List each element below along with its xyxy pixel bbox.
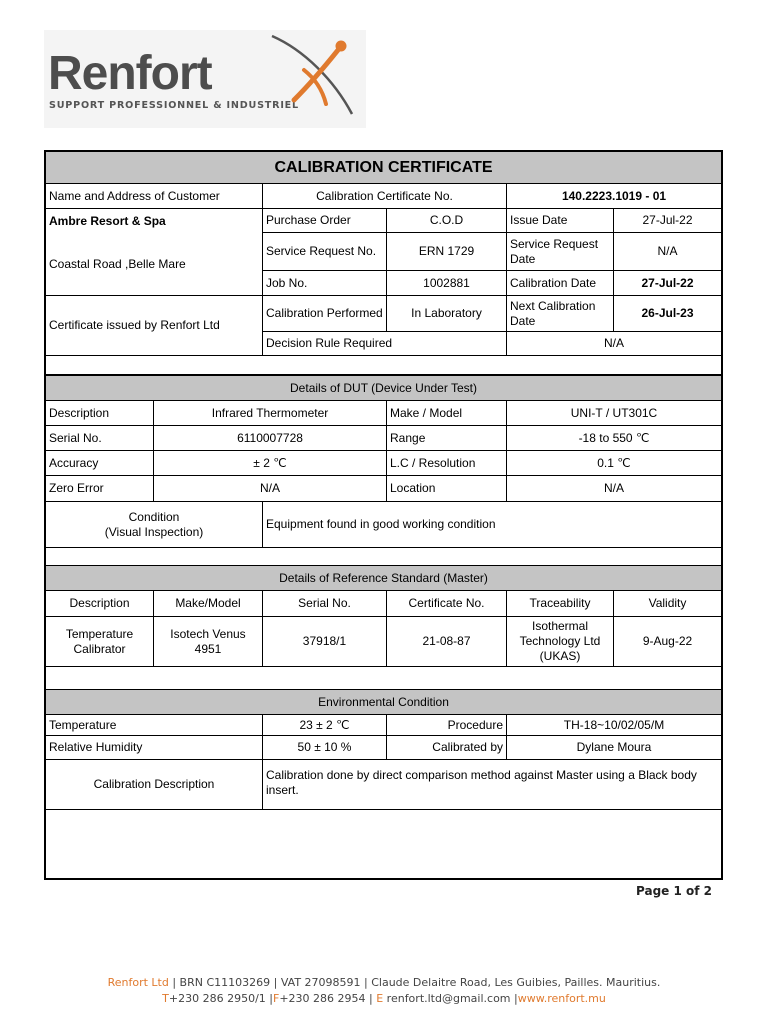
spacer-row	[46, 548, 721, 566]
footer-website[interactable]: www.renfort.mu	[517, 992, 606, 1005]
dut-description-label: Description	[46, 401, 154, 426]
dut-serial-value: 6110007728	[154, 426, 387, 451]
dut-range-value: -18 to 550 ℃	[507, 426, 721, 451]
dut-zero-error-value: N/A	[154, 476, 387, 502]
service-request-date-label: Service Request Date	[507, 233, 614, 271]
ref-traceability-line2: Technology Ltd	[519, 634, 601, 648]
service-request-value: ERN 1729	[387, 233, 507, 271]
ref-make-model-line2: 4951	[194, 641, 222, 656]
calibration-description-value: Calibration done by direct comparison method against Master using a Black body insert.	[263, 760, 721, 810]
dut-make-model-label: Make / Model	[387, 401, 507, 426]
ref-certificate: 21-08-87	[387, 617, 507, 667]
ref-col-certificate: Certificate No.	[387, 591, 507, 617]
job-no-label: Job No.	[263, 271, 387, 296]
service-request-date-value: N/A	[614, 233, 721, 271]
dut-zero-error-label: Zero Error	[46, 476, 154, 502]
logo-wordmark: Renfort	[48, 47, 212, 100]
customer-address: Coastal Road ,Belle Mare	[46, 233, 263, 296]
reference-header: Details of Reference Standard (Master)	[46, 566, 721, 591]
ref-description-line1: Temperature	[65, 626, 134, 641]
calibration-date-label: Calibration Date	[507, 271, 614, 296]
logo-tagline: SUPPORT PROFESSIONNEL & INDUSTRIEL	[49, 100, 299, 111]
footer-line-1	[0, 976, 768, 989]
env-procedure-label: Procedure	[387, 715, 507, 736]
condition-label-line2: (Visual Inspection)	[104, 524, 204, 539]
cert-no-label: Calibration Certificate No.	[263, 184, 507, 209]
dut-resolution-value: 0.1 ℃	[507, 451, 721, 476]
dut-range-label: Range	[387, 426, 507, 451]
ref-make-model	[154, 617, 263, 667]
dut-accuracy-value: ± 2 ℃	[154, 451, 387, 476]
footer-e-label: E	[376, 992, 384, 1005]
next-calibration-label: Next Calibration Date	[507, 296, 614, 332]
dut-make-model-value: UNI-T / UT301C	[507, 401, 721, 426]
ref-description-line2: Calibrator	[73, 641, 126, 656]
footer-line-2	[0, 992, 768, 1005]
footer-t-label: T	[162, 992, 169, 1005]
ref-col-description: Description	[46, 591, 154, 617]
environment-header: Environmental Condition	[46, 690, 721, 715]
certificate-table	[44, 150, 723, 880]
footer-company: Renfort Ltd	[107, 976, 169, 989]
purchase-order-value: C.O.D	[387, 209, 507, 233]
customer-label: Name and Address of Customer	[46, 184, 263, 209]
env-calibrated-by-label: Calibrated by	[387, 736, 507, 760]
env-temperature-label: Temperature	[46, 715, 263, 736]
env-humidity-label: Relative Humidity	[46, 736, 263, 760]
ref-description	[46, 617, 154, 667]
purchase-order-label: Purchase Order	[263, 209, 387, 233]
calibration-performed-label: Calibration Performed	[263, 296, 387, 332]
condition-label	[46, 502, 263, 548]
env-procedure-value: TH-18~10/02/05/M	[507, 715, 721, 736]
dut-location-label: Location	[387, 476, 507, 502]
spacer-row	[46, 667, 721, 690]
ref-traceability	[507, 617, 614, 667]
service-request-label: Service Request No.	[263, 233, 387, 271]
footer-email[interactable]: renfort.ltd@gmail.com |	[383, 992, 518, 1005]
ref-make-model-line1: Isotech Venus	[170, 626, 246, 641]
calibration-description-label: Calibration Description	[46, 760, 263, 810]
footer-f-label: F	[272, 992, 280, 1005]
decision-rule-value: N/A	[507, 332, 721, 356]
job-no-value: 1002881	[387, 271, 507, 296]
ref-col-validity: Validity	[614, 591, 721, 617]
ref-traceability-line1: Isothermal	[531, 619, 589, 633]
logo-swoosh-icon	[264, 30, 364, 120]
condition-value: Equipment found in good working condition	[263, 502, 721, 548]
condition-label-line1: Condition	[128, 509, 180, 524]
dut-description-value: Infrared Thermometer	[154, 401, 387, 426]
footer-details: | BRN C11103269 | VAT 27098591 | Claude Delaitre Road, Les Guibies, Pailles. Mauritius.	[168, 976, 661, 989]
certificate-title: CALIBRATION CERTIFICATE	[46, 152, 721, 184]
dut-accuracy-label: Accuracy	[46, 451, 154, 476]
footer-fax: +230 286 2954 |	[279, 992, 377, 1005]
next-calibration-value: 26-Jul-23	[614, 296, 721, 332]
env-humidity-value: 50 ± 10 %	[263, 736, 387, 760]
ref-traceability-line3: (UKAS)	[539, 649, 581, 663]
issue-date-label: Issue Date	[507, 209, 614, 233]
ref-col-traceability: Traceability	[507, 591, 614, 617]
ref-validity: 9-Aug-22	[614, 617, 721, 667]
dut-resolution-label: L.C / Resolution	[387, 451, 507, 476]
customer-name: Ambre Resort & Spa	[46, 209, 263, 233]
dut-header: Details of DUT (Device Under Test)	[46, 376, 721, 401]
cert-no-value: 140.2223.1019 - 01	[507, 184, 721, 209]
dut-serial-label: Serial No.	[46, 426, 154, 451]
dut-location-value: N/A	[507, 476, 721, 502]
company-logo	[44, 30, 366, 128]
calibration-date-value: 27-Jul-22	[614, 271, 721, 296]
blank-area	[46, 810, 721, 878]
calibration-performed-value: In Laboratory	[387, 296, 507, 332]
spacer-row	[46, 356, 721, 376]
ref-col-serial: Serial No.	[263, 591, 387, 617]
decision-rule-label: Decision Rule Required	[263, 332, 507, 356]
ref-col-make-model: Make/Model	[154, 591, 263, 617]
issue-date-value: 27-Jul-22	[614, 209, 721, 233]
issued-by: Certificate issued by Renfort Ltd	[46, 296, 263, 356]
footer-phone: +230 286 2950/1 |	[168, 992, 273, 1005]
env-calibrated-by-value: Dylane Moura	[507, 736, 721, 760]
ref-serial: 37918/1	[263, 617, 387, 667]
page-number: Page 1 of 2	[636, 884, 712, 898]
env-temperature-value: 23 ± 2 ℃	[263, 715, 387, 736]
